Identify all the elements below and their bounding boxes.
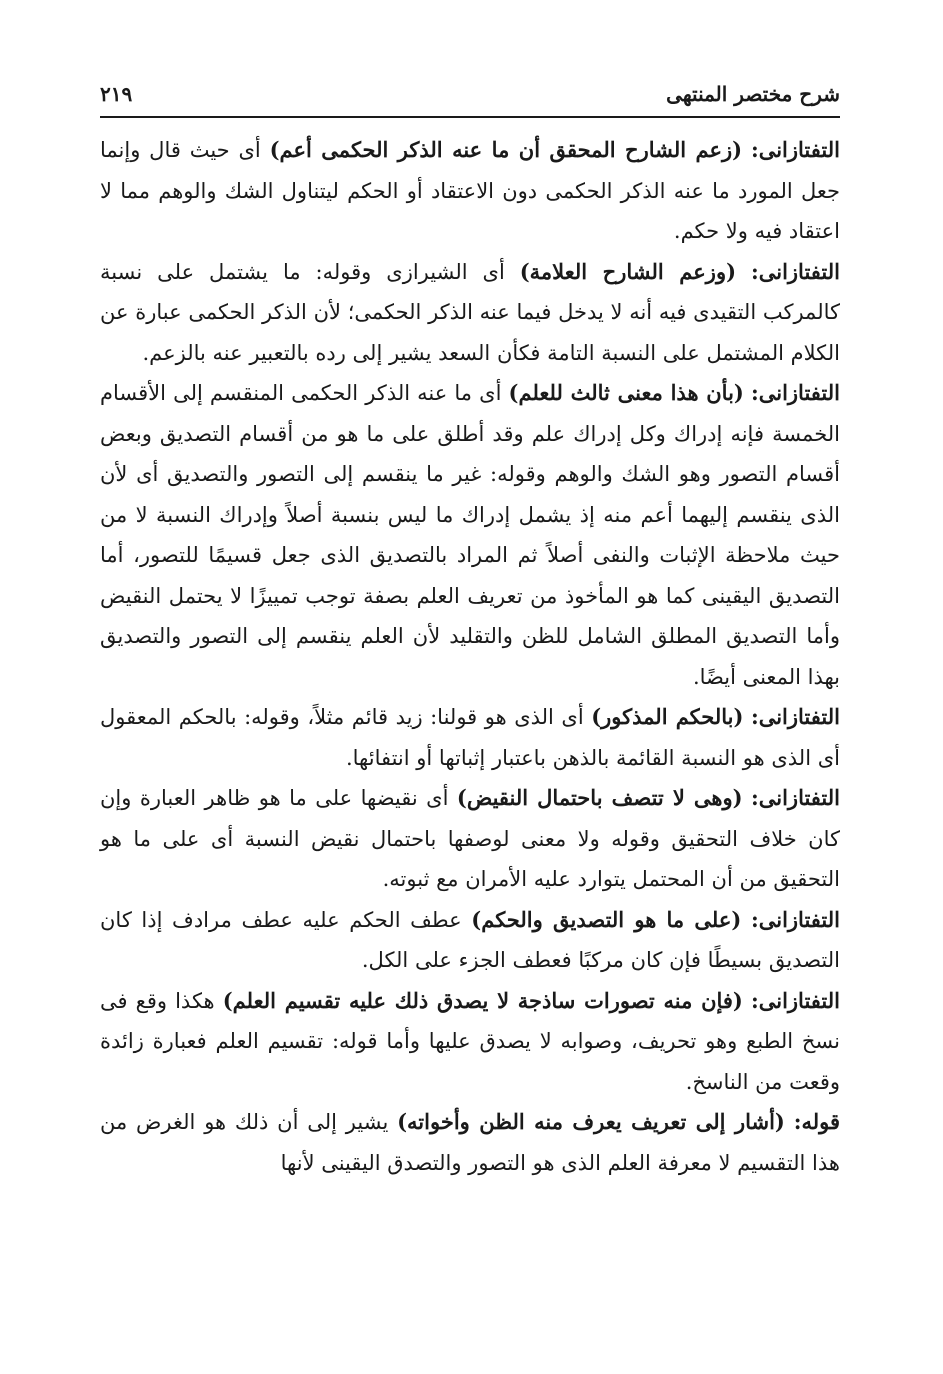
quoted-lemma: (وهى لا تتصف باحتمال النقيض) xyxy=(456,785,743,810)
quoted-lemma: (بالحكم المذكور) xyxy=(591,704,744,729)
paragraph-text: أى الشيرازى وقوله: ما يشتمل على نسبة كالمركب التقيدى فيه أنه لا يدخل فيما عنه الذكر الحكمى؛ لأن الذكر الحكمى عبارة عن الكلام المشتمل على النسبة التامة فكأن السعد يشير إلى رده بالتعبير عنه بالزعم. xyxy=(100,259,840,365)
quoted-lemma: (على ما هو التصديق والحكم) xyxy=(471,906,742,932)
running-title: شرح مختصر المنتهى xyxy=(666,82,840,106)
speaker-label: التفتازانى: xyxy=(750,906,840,932)
commentary-paragraph xyxy=(100,373,840,697)
commentary-body xyxy=(100,130,840,1183)
speaker-label: قوله: xyxy=(793,1109,840,1134)
speaker-label: التفتازانى: xyxy=(750,258,840,284)
speaker-label: التفتازانى: xyxy=(751,785,841,810)
commentary-paragraph xyxy=(100,900,840,981)
commentary-paragraph xyxy=(100,778,840,900)
header-divider xyxy=(100,116,840,118)
speaker-label: التفتازانى: xyxy=(750,987,840,1013)
page-number: ٢١٩ xyxy=(100,82,133,106)
quoted-lemma: (بأن هذا معنى ثالث للعلم) xyxy=(508,380,744,405)
commentary-paragraph xyxy=(100,697,840,778)
page-header xyxy=(100,78,840,118)
paragraph-text: عطف الحكم عليه عطف مرادف إذا كان التصديق بسيطًا فإن كان مركبًا فعطف الجزء على الكل. xyxy=(100,907,840,972)
commentary-paragraph xyxy=(100,252,840,374)
speaker-label: التفتازانى: xyxy=(750,380,840,405)
speaker-label: التفتازانى: xyxy=(750,704,840,729)
speaker-label: التفتازانى: xyxy=(750,137,840,162)
quoted-lemma: (أشار إلى تعريف يعرف منه الظن وأخواته) xyxy=(397,1109,785,1134)
quoted-lemma: (زعم الشارح المحقق أن ما عنه الذكر الحكمى أعم) xyxy=(269,137,743,162)
commentary-paragraph xyxy=(100,130,840,252)
paragraph-text: أى نقيضها على ما هو ظاهر العبارة وإن كان خلاف التحقيق وقوله ولا معنى لوصفها باحتمال نقيض النسبة أى على ما هو التحقيق من أن المحتمل يتوارد عليه الأمران مع ثبوته. xyxy=(100,786,840,891)
quoted-lemma: (فإن منه تصورات ساذجة لا يصدق ذلك عليه تقسيم العلم) xyxy=(222,987,743,1013)
paragraph-text: أى حيث قال وإنما جعل المورد ما عنه الذكر الحكمى دون الاعتقاد أو الحكم ليتناول الشك والوهم مما لا اعتقاد فيه ولا حكم. xyxy=(100,138,840,243)
paragraph-text: يشير إلى أن ذلك هو الغرض من هذا التقسيم لا معرفة العلم الذى هو التصور والتصدق اليقينى لأنها xyxy=(100,1110,840,1175)
paragraph-text: أى ما عنه الذكر الحكمى المنقسم إلى الأقسام الخمسة فإنه إدراك وكل إدراك علم وقد أطلق على ما هو من أقسام التصديق وبعض أقسام التصور وهو الشك والوهم وقوله: غير ما ينقسم إلى التصور والتصديق أى لأن الذى ينقسم إليهما أعم منه إذ يشمل إدراك ما ليس بنسبة أصلاً وإدراك النسبة لا من حيث ملاحظة الإثبات والنفى أصلاً ثم المراد بالتصديق الذى جعل قسيمًا للتصور، أما التصديق اليقينى كما هو المأخوذ من تعريف العلم بصفة توجب تمييزًا لا يحتمل النقيض وأما التصديق المطلق الشامل للظن والتقليد لأن العلم ينقسم إلى التصور والتصديق بهذا المعنى أيضًا. xyxy=(100,381,840,689)
document-page xyxy=(100,78,840,1183)
paragraph-text: أى الذى هو قولنا: زيد قائم مثلاً، وقوله: بالحكم المعقول أى الذى هو النسبة القائمة بالذهن باعتبار إثباتها أو انتفائها. xyxy=(100,705,840,770)
quoted-lemma: (وزعم الشارح العلامة) xyxy=(519,258,737,284)
paragraph-text: هكذا وقع فى نسخ الطبع وهو تحريف، وصوابه لا يصدق عليها وأما قوله: تقسيم العلم فعبارة زائدة وقعت من الناسخ. xyxy=(100,988,840,1094)
commentary-paragraph xyxy=(100,1102,840,1183)
commentary-paragraph xyxy=(100,981,840,1103)
